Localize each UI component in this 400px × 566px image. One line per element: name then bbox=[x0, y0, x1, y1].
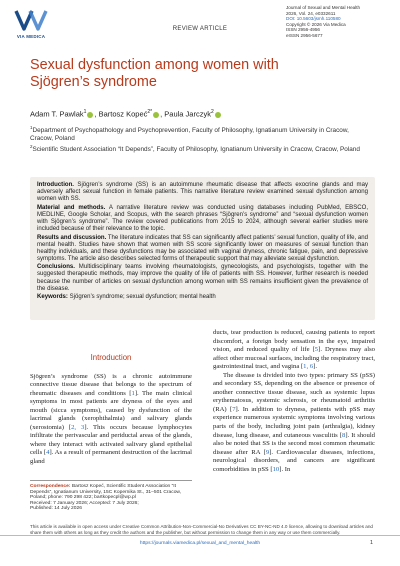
abstract-keywords bbox=[37, 294, 368, 301]
abstract-label: Material and methods. bbox=[37, 204, 106, 211]
keywords-label: Keywords: bbox=[37, 294, 68, 301]
body-text: Sjögren’s syndrome (SS) is a chronic autoimmune connective tissue disease that belongs to the spectrum of rheumatic diseases and conditions [ bbox=[30, 372, 192, 397]
body-paragraph bbox=[30, 373, 192, 467]
abstract-text: A narrative literature review was conducted using databases including PubMed, EBSCO, MEDLINE, Google Scholar, and Scopus, with the search phrases “Sjögren’s syndrome” and “sexual dysfunction women with Sjögren’s syndrome”. The review covered publications from 2015 to 2024, although several earlier studies were included because of their relevance to the topic. bbox=[37, 204, 369, 232]
licence-text: This article is available in open access under Creative Common Attribution-Non-Commercial-No Derivatives CC BY-NC-ND 4.0 licence, allowing to download articles and share them with others as long as they credit the authors and the publisher, but without permission to change them in any way or use them commercially. bbox=[30, 524, 373, 535]
affiliation-marker: 2* bbox=[147, 109, 153, 115]
abstract-text: The literature indicates that SS can significantly affect patients’ sexual function, quality of life, and mental health. Studies have shown that women with SS score significantly lower on measures of sexual function than healthy individuals, and these dysfunctions may be associated with vaginal dryness, chronic fatigue, pain, and depressive symptoms. The article also describes selected forms of therapeutic support that may alleviate sexual dysfunction. bbox=[37, 234, 368, 262]
footnote-divider bbox=[30, 480, 192, 481]
issn: ISSN 2956-4956 bbox=[286, 27, 320, 33]
body-text: The disease is divided into two types: primary SS (pSS) and secondary SS, depending on the absence or presence of another connective tissue disease, such as systemic lupus erythematosus, systemic sclerosis, or rheumatoid arthritis (RA) [ bbox=[213, 371, 375, 413]
copyright: Copyright © 2026 Via Medica bbox=[286, 21, 346, 27]
abstract-introduction bbox=[37, 182, 368, 203]
citation-link[interactable]: 4 bbox=[46, 449, 50, 457]
correspondence-label: Correspondence: bbox=[30, 484, 71, 489]
eissn: eISSN 2956-5677 bbox=[286, 32, 323, 38]
affiliation-marker: 1 bbox=[83, 109, 87, 115]
affiliation-text: Scientific Student Association “It Depends”, Faculty of Philosophy, Ignatianum University in Cracow, Cracow, Poland bbox=[32, 146, 360, 154]
citation-link[interactable]: 1, 6 bbox=[303, 363, 314, 371]
article-type: REVIEW ARTICLE bbox=[172, 26, 228, 32]
abstract-results bbox=[37, 235, 368, 263]
citation-link[interactable]: 7 bbox=[232, 405, 236, 413]
affiliations bbox=[30, 124, 370, 155]
publisher-name: VIA MEDICA bbox=[16, 34, 46, 39]
orcid-icon[interactable] bbox=[153, 112, 159, 118]
affiliation-marker: 2 bbox=[210, 109, 214, 115]
body-column-left bbox=[30, 330, 192, 467]
body-text: ]. In addition to dryness, patients with pSS may experience numerous systemic symptoms involving various parts of the body, including joint pain (arthralgia), kidney disease, lung disease, and cutaneous vasculitis [ bbox=[213, 405, 375, 439]
received-dates: Received: 7 January 2026; Accepted: 7 July 2026; bbox=[30, 500, 139, 506]
abstract-methods bbox=[37, 205, 368, 233]
affiliation-number: 2 bbox=[30, 144, 33, 150]
body-paragraph bbox=[213, 329, 375, 372]
correspondence-footnote bbox=[30, 484, 192, 512]
affiliation-item bbox=[30, 124, 370, 143]
body-text: ]. This occurs because lymphocytes infiltrate the perivascular and periductal areas of the glands, where they interact with activated salivary gland epithelial cells [ bbox=[30, 423, 192, 457]
citation-link[interactable]: 5 bbox=[314, 346, 319, 354]
body-text: ]. It should also be noted that SS is the second most common rheumatic disease after RA [ bbox=[213, 431, 375, 456]
article-title: Sexual dysfunction among women with Sjögren’s syndrome bbox=[30, 57, 279, 90]
citation-link[interactable]: 2, 3 bbox=[71, 423, 85, 431]
journal-volume: 2026, Vol. 24, e0332611 bbox=[286, 10, 336, 16]
orcid-icon[interactable] bbox=[87, 112, 93, 118]
body-text: ]. The main clinical symptoms in most patients are dryness of the eyes and mouth (sicca symptoms), caused by dysfunction of the lacrimal glands (xerophthalmia) and salivary glands (xerostomia) [ bbox=[30, 389, 192, 431]
abstract-label: Introduction. bbox=[37, 182, 74, 188]
journal-name: Journal of Sexual and Mental Health bbox=[286, 5, 361, 10]
author-name: Adam T. Pawlak bbox=[30, 109, 84, 119]
journal-url-link[interactable]: https://journals.viamedica.pl/sexual_and_mental_health bbox=[139, 541, 261, 546]
section-heading-introduction: Introduction bbox=[90, 353, 132, 362]
published-date: Published: 14 July 2026 bbox=[30, 506, 82, 512]
citation-link[interactable]: 10 bbox=[272, 465, 280, 473]
correspondence-text: Bartosz Kopeć, Scientific Student Association “It Depends”, Ignatianum University, 15C Kopernika St., 31–501 Cracow, Poland; phone: 790 298 422; bartkopecpl@wp.pl bbox=[30, 484, 182, 501]
abstract-text: Multidisciplinary teams involving rheumatologists, gynecologists, and psychologists, together with the suggested therapeutic methods, may improve the quality of life of patients with SS. However, further research is needed because the number of articles on sexual dysfunction among women with SS remains insufficient given the prevalence of the disease. bbox=[37, 264, 368, 292]
author-name: Bartosz Kopeć bbox=[98, 109, 148, 119]
body-text: ducts, tear production is reduced, causing patients to report discomfort, a foreign body sensation in the eye, impaired vision, and reduced quality of life [ bbox=[213, 329, 375, 354]
citation-link[interactable]: 9 bbox=[265, 448, 270, 456]
correspondence-line bbox=[30, 484, 192, 501]
footer-divider bbox=[0, 535, 400, 536]
citation-link[interactable]: 1 bbox=[131, 389, 135, 397]
citation-link[interactable]: 8 bbox=[342, 431, 346, 439]
author-list: Adam T. Pawlak$^1$ , Bartosz Kopeć$^{2*}$ , Paula Jarczyk$^2$ bbox=[30, 109, 222, 119]
body-paragraph bbox=[213, 372, 375, 475]
author-name: Paula Jarczyk bbox=[164, 109, 211, 119]
body-text: ]. Cardiovascular diseases, infections, neurological disorders, and cancers are significant comorbidities in pSS [ bbox=[213, 448, 375, 473]
body-text: ]. In bbox=[279, 465, 291, 473]
affiliation-number: 1 bbox=[30, 125, 33, 130]
doi-link[interactable]: DOI: 10.5603/jsmh.110580 bbox=[286, 16, 341, 22]
abstract-box bbox=[30, 177, 375, 320]
body-text: ]. As a result of permanent destruction of the lacrimal gland bbox=[30, 449, 192, 466]
body-column-right bbox=[213, 329, 375, 474]
keywords-text: Sjögren’s syndrome; sexual dysfunction; mental health bbox=[69, 294, 216, 301]
body-text: ]. Dryness may also affect other mucosal surfaces, including the respiratory tract, gastrointestinal tract, and vagina [ bbox=[213, 346, 375, 371]
abstract-label: Results and discussion. bbox=[37, 234, 107, 241]
body-text: ]. bbox=[313, 363, 318, 371]
affiliation-text: Department of Psychopathology and Psychoprevention, Faculty of Philosophy, Ignatianum University in Cracow, Cracow, Poland bbox=[30, 127, 349, 143]
abstract-text: Sjögren’s syndrome (SS) is an autoimmune rheumatic disease that affects exocrine glands and may adversely affect sexual function in female patients. This narrative literature review examined sexual dysfunction among women with SS. bbox=[37, 182, 368, 203]
abstract-label: Conclusions. bbox=[37, 264, 75, 271]
orcid-icon[interactable] bbox=[215, 112, 221, 118]
page-number: 1 bbox=[370, 540, 373, 546]
abstract-conclusions bbox=[37, 264, 368, 292]
journal-info bbox=[286, 5, 396, 39]
affiliation-item bbox=[30, 143, 370, 154]
